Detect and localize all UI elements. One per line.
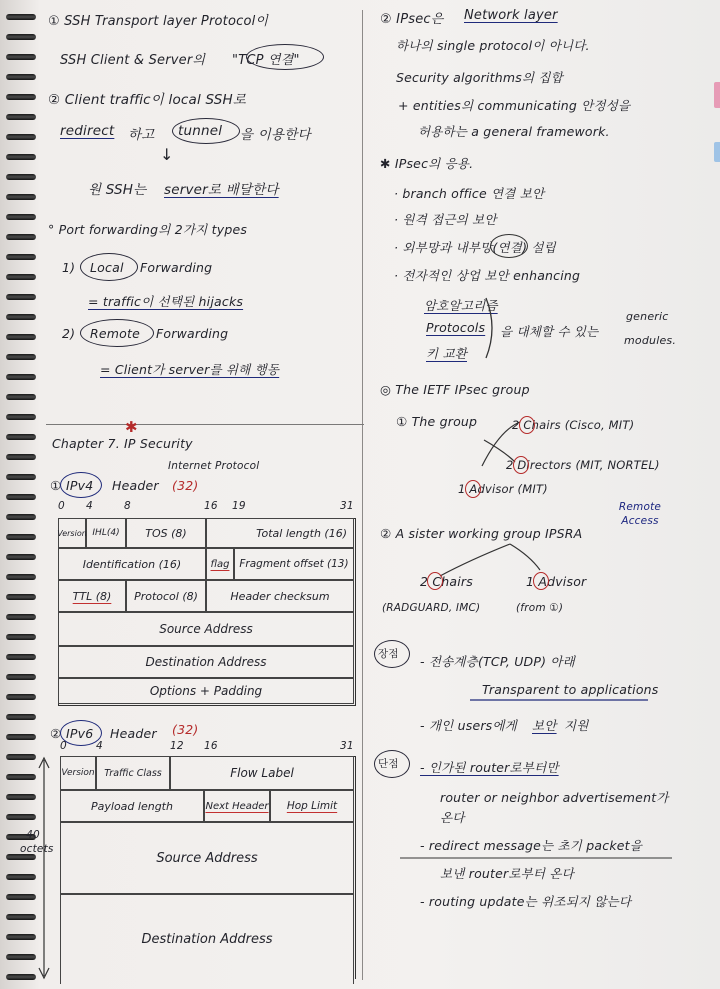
ssh-note-2c: 원 SSH는 [88, 182, 147, 198]
bit-tick-label: 12 [170, 740, 184, 752]
modules-word: modules. [624, 334, 677, 347]
pros-tag: 장점 [378, 648, 399, 660]
octets-label: 40 octets [20, 829, 54, 855]
ipv4-total-length: Total length (16) [206, 518, 354, 548]
directors-circle [513, 456, 529, 474]
chairs-circle [519, 416, 535, 434]
ietf-chairs: 2 Chairs (Cisco, MIT) [512, 418, 635, 432]
ipv4-ihl: IHL(4) [86, 518, 126, 548]
pro-2-tail: 지원 [564, 718, 589, 733]
ipsec-uses-title: ✱ IPsec의 응용. [380, 156, 474, 171]
bit-tick-label: 19 [232, 500, 246, 512]
ipv6-label: IPv6 [66, 726, 94, 741]
pf-item-1-label: Forwarding [140, 260, 213, 275]
port-forwarding-heading: ° Port forwarding의 2가지 types [48, 222, 248, 237]
star-icon: ✱ [125, 418, 138, 436]
use-item-3: · 외부망과 내부망(연결) 설립 [394, 240, 556, 255]
ipv4-bits: (32) [172, 478, 199, 493]
ietf-directors: 2 Directors (MIT, NORTEL) [506, 458, 660, 472]
pro-1: - 전송계층(TCP, UDP) 아래 [420, 654, 575, 669]
generic-word: generic [626, 310, 669, 323]
ipv6-flow-label: Flow Label [170, 756, 354, 790]
ssh-note-1c: "TCP 연결" [232, 53, 300, 68]
alg-item-3: 키 교환 [426, 346, 467, 361]
bit-tick-label: 0 [58, 500, 65, 512]
cons-tag: 단점 [378, 758, 399, 770]
sister-advisor: 1 Advisor [526, 574, 587, 589]
con-1b: router or neighbor advertisement가 [440, 790, 669, 805]
remote-access-note: Remote Access [618, 501, 662, 527]
pf-item-1-desc: = traffic이 선택된 hijacks [88, 294, 244, 309]
cons-tag-circle [374, 750, 410, 778]
ssh-note-1: ① SSH Transport layer Protocol이 [48, 14, 269, 29]
ipv6-traffic-class: Traffic Class [96, 756, 170, 790]
ipv4-num: ① [50, 478, 62, 493]
ipv4-header-checksum: Header checksum [206, 580, 354, 612]
bit-tick-label: 8 [124, 500, 131, 512]
redirect-word: redirect [60, 123, 115, 139]
ipv4-destination-address: Destination Address [58, 646, 354, 678]
ietf-advisor: 1 Advisor (MIT) [458, 482, 548, 496]
ipv6-hop-limit: Hop Limit [270, 790, 354, 822]
pf-remote: Remote [90, 326, 140, 341]
ipv4-options-padding: Options + Padding [58, 678, 354, 704]
alg-tail: 을 대체할 수 있는 [500, 324, 599, 339]
alg-item-1: 암호알고리즘 [424, 298, 498, 313]
ipv4-label: IPv4 [66, 478, 94, 493]
sister-chairs: 2 Chairs [420, 574, 473, 589]
pf-item-2-desc: = Client가 server를 위해 행동 [100, 362, 280, 377]
bit-tick-label: 4 [96, 740, 103, 752]
con-2: - redirect message는 초기 packet을 [420, 838, 643, 853]
sister-chairs-by: (RADGUARD, IMC) [382, 602, 481, 614]
pros-tag-circle [374, 640, 410, 668]
bit-tick-label: 0 [60, 740, 67, 752]
ipv4-identification: Identification (16) [58, 548, 206, 580]
bit-tick-label: 31 [340, 740, 354, 752]
ipv6-header-label: Header [110, 726, 157, 741]
ipv6-bits: (32) [172, 722, 199, 737]
ipsec-note-5: 허용하는 a general framework. [418, 124, 610, 139]
ipv4-source-address: Source Address [58, 612, 354, 646]
ssh-note-1b: SSH Client & Server의 [60, 53, 206, 68]
sister-advisor-by: (from ①) [516, 602, 564, 614]
con-2b: 보낸 router로부터 온다 [440, 866, 574, 881]
ssh-note-2c-tail: server로 배달한다 [164, 182, 279, 198]
use-item-1: · branch office 연결 보안 [394, 186, 545, 201]
down-arrow-icon: ↓ [160, 145, 174, 164]
bit-tick-label: 4 [86, 500, 93, 512]
chapter-title: Chapter 7. IP Security [52, 436, 193, 451]
con-3: - routing update는 위조되지 않는다 [420, 894, 632, 909]
use-item-2: · 원격 접근의 보안 [394, 212, 497, 227]
pf-item-2-label: Forwarding [156, 326, 229, 341]
ipv6-source-address: Source Address [60, 822, 354, 894]
chapter-subtitle: Internet Protocol [168, 460, 260, 472]
bit-tick-label: 16 [204, 740, 218, 752]
ipv4-flag: flag [206, 548, 234, 580]
ipv6-payload-length: Payload length [60, 790, 204, 822]
bit-tick-label: 31 [340, 500, 354, 512]
ietf-group: ① The group [396, 414, 478, 429]
ssh-note-2b: 하고 [128, 127, 155, 143]
pf-local: Local [90, 260, 124, 275]
sister-group: ② A sister working group IPSRA [380, 526, 583, 541]
ipv6-num: ② [50, 726, 62, 741]
con-1: - 인가된 router로부터만 [420, 760, 559, 775]
ipv4-tos: TOS (8) [126, 518, 206, 548]
pf-item-2-num: 2) [62, 326, 76, 341]
pro-2-security: 보안 [532, 718, 557, 733]
ipsec-note-3: Security algorithms의 집합 [396, 70, 563, 85]
sister-advisor-circle [533, 572, 549, 590]
pf-item-1-num: 1) [62, 260, 76, 275]
ssh-note-2b-tail: 을 이용한다 [240, 127, 311, 143]
pro-2: - 개인 users에게 [420, 718, 517, 733]
network-layer: Network layer [464, 8, 558, 23]
ipv4-ttl: TTL (8) [58, 580, 126, 612]
alg-item-2: Protocols [426, 320, 486, 335]
ipv6-next-header: Next Header [204, 790, 270, 822]
ietf-title: ◎ The IETF IPsec group [380, 382, 530, 397]
ipv6-version: Version [60, 756, 96, 790]
ipsec-note-1: ② IPsec은 [380, 12, 444, 27]
bit-tick-label: 16 [204, 500, 218, 512]
ipv4-version: Version [58, 518, 86, 548]
advisor-circle [465, 480, 481, 498]
ssh-note-2: ② Client traffic이 local SSH로 [48, 92, 247, 108]
con-1c: 온다 [440, 810, 465, 825]
ipv4-protocol: Protocol (8) [126, 580, 206, 612]
use-item-4: · 전자적인 상업 보안 enhancing [394, 268, 581, 283]
ipsec-note-2: 하나의 single protocol이 아니다. [396, 38, 590, 53]
ipv4-fragment-offset: Fragment offset (13) [234, 548, 354, 580]
sister-chairs-circle [427, 572, 443, 590]
tunnel-word: tunnel [178, 123, 223, 139]
pro-1b: Transparent to applications [482, 682, 659, 697]
ipsec-note-4: + entities의 communicating 안정성을 [398, 98, 631, 113]
ipv6-destination-address: Destination Address [60, 894, 354, 984]
ipv4-header-label: Header [112, 478, 159, 493]
